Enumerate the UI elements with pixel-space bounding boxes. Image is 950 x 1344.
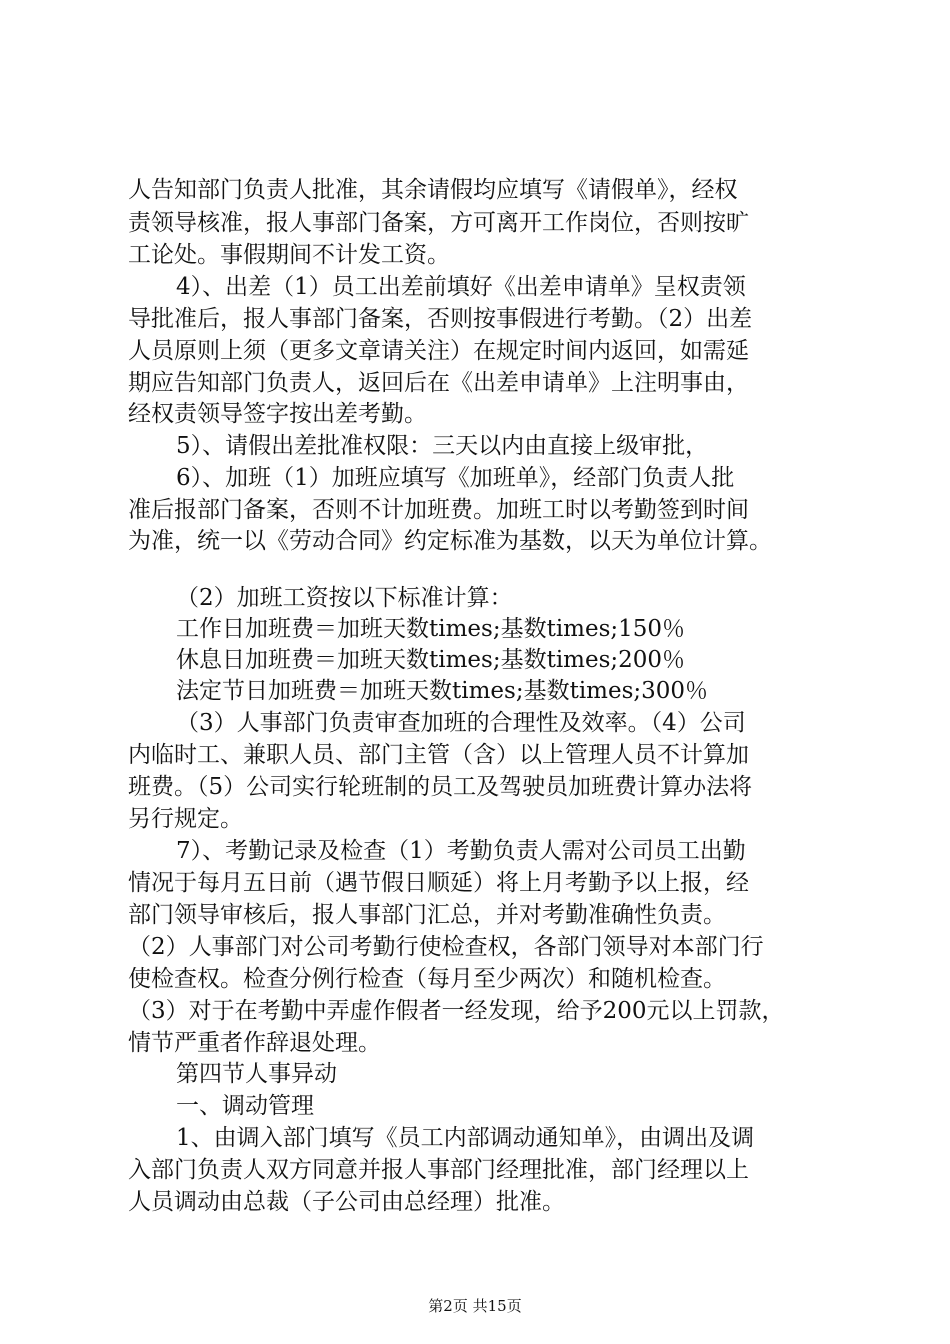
text-line: 为准，统一以《劳动合同》约定标准为基数，以天为单位计算。: [128, 528, 772, 554]
text-line: 6）、加班（1）加班应填写《加班单》，经部门负责人批: [176, 465, 735, 491]
text-line: 法定节日加班费＝加班天数times;基数times;300％: [176, 678, 709, 704]
text-line: （2）加班工资按以下标准计算：: [176, 585, 513, 611]
text-line: 4）、出差（1）员工出差前填好《出差申请单》呈权责领: [176, 274, 746, 300]
text-line: 工作日加班费＝加班天数times;基数times;150％: [176, 616, 686, 642]
text-line: 准后报部门备案，否则不计加班费。加班工时以考勤签到时间: [128, 497, 749, 523]
text-line: （3）人事部门负责审查加班的合理性及效率。（4）公司: [176, 710, 746, 736]
text-line: 导批准后，报人事部门备案，否则按事假进行考勤。（2）出差: [128, 306, 753, 332]
page-number: 第2页 共15页: [428, 1297, 522, 1315]
text-line: 内临时工、兼职人员、部门主管（含）以上管理人员不计算加: [128, 742, 749, 768]
section-heading: 第四节人事异动: [176, 1061, 337, 1087]
text-line: 人员调动由总裁（子公司由总经理）批准。: [128, 1189, 565, 1215]
text-line: 部门领导审核后，报人事部门汇总，并对考勤准确性负责。: [128, 902, 726, 928]
subsection-heading: 一、调动管理: [176, 1093, 314, 1119]
text-line: 班费。（5）公司实行轮班制的员工及驾驶员加班费计算办法将: [128, 774, 753, 800]
text-line: 情况于每月五日前（遇节假日顺延）将上月考勤予以上报，经: [128, 870, 749, 896]
text-line: 责领导核准，报人事部门备案，方可离开工作岗位，否则按旷: [128, 210, 749, 236]
text-line: 5）、请假出差批准权限：三天以内由直接上级审批，: [176, 433, 709, 459]
text-line: 期应告知部门负责人，返回后在《出差申请单》上注明事由，: [128, 370, 749, 396]
text-line: 经权责领导签字按出差考勤。: [128, 401, 427, 427]
text-line: 人员原则上须（更多文章请关注）在规定时间内返回，如需延: [128, 338, 749, 364]
text-line: 工论处。事假期间不计发工资。: [128, 242, 450, 268]
text-line: 使检查权。检查分例行检查（每月至少两次）和随机检查。: [128, 966, 726, 992]
text-line: 1、由调入部门填写《员工内部调动通知单》，由调出及调: [176, 1125, 755, 1151]
text-line: （3）对于在考勤中弄虚作假者一经发现，给予200元以上罚款，: [128, 998, 785, 1024]
text-line: 情节严重者作辞退处理。: [128, 1030, 381, 1056]
text-line: 休息日加班费＝加班天数times;基数times;200％: [176, 647, 686, 673]
text-line: 7）、考勤记录及检查（1）考勤负责人需对公司员工出勤: [176, 838, 746, 864]
text-line: 人告知部门负责人批准，其余请假均应填写《请假单》，经权: [128, 177, 738, 203]
text-line: 另行规定。: [128, 806, 243, 832]
text-line: （2）人事部门对公司考勤行使检查权，各部门领导对本部门行: [128, 934, 764, 960]
text-line: 入部门负责人双方同意并报人事部门经理批准，部门经理以上: [128, 1157, 749, 1183]
